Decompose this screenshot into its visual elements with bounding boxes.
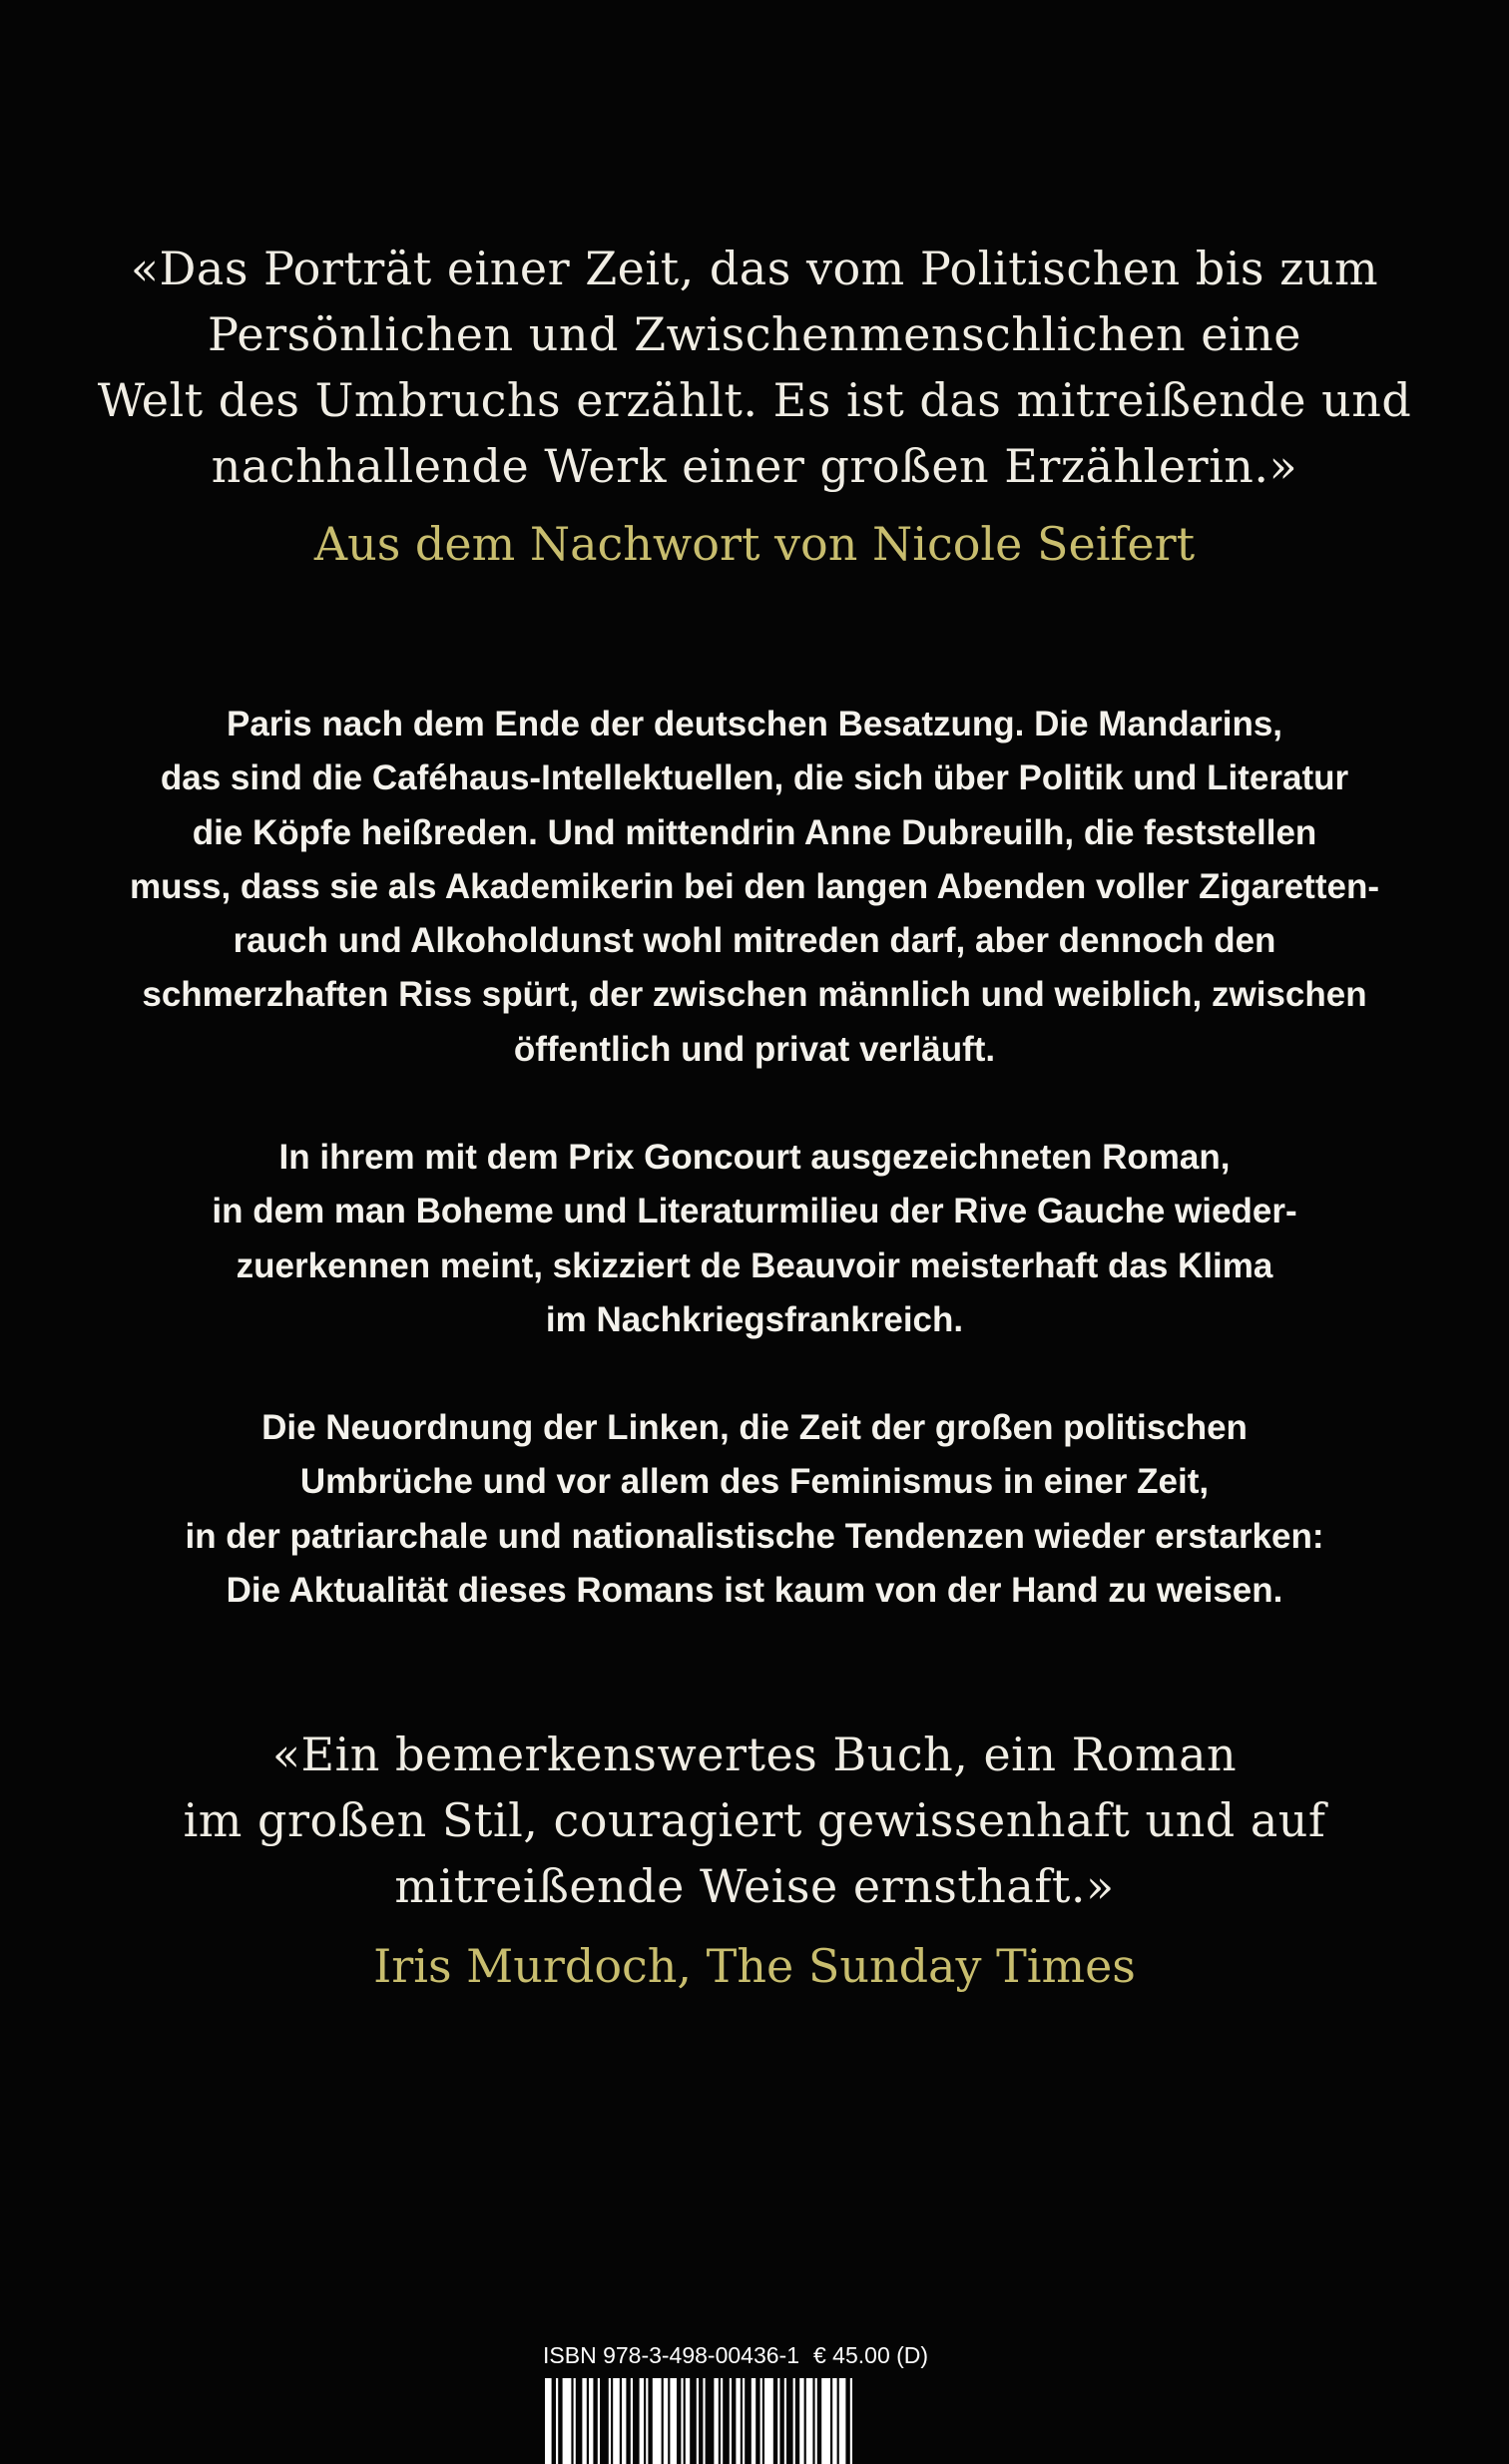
quote-top-attribution: Aus dem Nachwort von Nicole Seifert <box>313 517 1196 571</box>
barcode-bar <box>670 2378 677 2464</box>
barcode-bar <box>821 2378 830 2464</box>
quote-bottom-attribution: Iris Murdoch, The Sunday Times <box>373 1939 1136 1993</box>
blurb-line: rauch und Alkoholdunst wohl mitreden darf, aber dennoch den <box>233 921 1276 961</box>
blurb-line: schmerzhaften Riss spürt, der zwischen männlich und weiblich, zwischen <box>142 975 1367 1015</box>
barcode-bar <box>609 2378 611 2464</box>
blurb-line: das sind die Caféhaus-Intellektuellen, die sich über Politik und Literatur <box>160 758 1349 798</box>
barcode-bar <box>784 2378 786 2464</box>
barcode-bar <box>760 2378 762 2464</box>
quote-bottom-line: mitreißende Weise ernsthaft.» <box>394 1859 1115 1913</box>
quote-top-line: nachhallende Werk einer großen Erzählerin.» <box>211 439 1298 493</box>
barcode-bar <box>743 2378 745 2464</box>
barcode-bar <box>730 2378 732 2464</box>
barcode-bar <box>793 2378 795 2464</box>
barcode-bar <box>545 2378 552 2464</box>
blurb-line: zuerkennen meint, skizziert de Beauvoir meisterhaft das Klima <box>236 1245 1273 1285</box>
blurb-line: in der patriarchale und nationalistische Tendenzen wieder erstarken: <box>185 1516 1324 1556</box>
blurb-line: Paris nach dem Ende der deutschen Besatzung. Die Mandarins, <box>226 705 1283 743</box>
blurb-line: öffentlich und privat verläuft. <box>513 1029 996 1069</box>
isbn-block <box>543 2340 967 2464</box>
barcode-bar <box>563 2378 572 2464</box>
barcode-bar <box>736 2378 740 2464</box>
quote-top-line: Welt des Umbruchs erzählt. Es ist das mitreißende und <box>97 373 1412 427</box>
barcode-bar <box>839 2378 846 2464</box>
barcode-bar <box>613 2378 620 2464</box>
barcode-bar <box>631 2378 633 2464</box>
blurb-line: In ihrem mit dem Prix Goncourt ausgezeichneten Roman, <box>278 1138 1231 1177</box>
barcode-bar <box>686 2378 690 2464</box>
blurb-line: Die Aktualität dieses Romans ist kaum von der Hand zu weisen. <box>226 1570 1283 1610</box>
barcode-bar <box>640 2378 644 2464</box>
barcode-graphic <box>543 2378 967 2464</box>
blurb-line: Umbrüche und vor allem des Feminismus in einer Zeit, <box>299 1462 1210 1502</box>
blurb-line: Die Neuordnung der Linken, die Zeit der großen politischen <box>261 1408 1248 1447</box>
barcode-bar <box>646 2378 648 2464</box>
barcode-bar <box>703 2378 705 2464</box>
barcode-bar <box>622 2378 626 2464</box>
barcode-bar <box>589 2378 593 2464</box>
quote-bottom-line: «Ein bemerkenswertes Buch, ein Roman <box>271 1727 1238 1781</box>
barcode-bar <box>850 2378 852 2464</box>
quote-bottom <box>0 1722 1509 1999</box>
barcode-bar <box>777 2378 779 2464</box>
barcode-bar <box>714 2378 718 2464</box>
barcode-bar <box>832 2378 836 2464</box>
blurb-paragraph-1 <box>0 698 1509 1077</box>
quote-bottom-line: im großen Stil, couragiert gewissenhaft und auf <box>183 1793 1326 1847</box>
blurb-line: muss, dass sie als Akademikerin bei den langen Abenden voller Zigaretten- <box>130 866 1379 906</box>
barcode-bar <box>582 2378 586 2464</box>
quote-top-line: Persönlichen und Zwischenmenschlichen eine <box>207 307 1302 361</box>
barcode-bar <box>653 2378 662 2464</box>
quote-top-line: «Das Porträt einer Zeit, das vom Politischen bis zum <box>130 242 1379 295</box>
barcode-bar <box>721 2378 723 2464</box>
blurb-paragraph-3 <box>0 1401 1509 1618</box>
barcode-bar <box>815 2378 817 2464</box>
blurb-line: in dem man Boheme und Literaturmilieu der Rive Gauche wieder- <box>212 1192 1297 1232</box>
isbn-number: ISBN 978-3-498-00436-1 <box>543 2342 799 2368</box>
barcode-bar <box>574 2378 576 2464</box>
blurb-line: im Nachkriegsfrankreich. <box>545 1299 964 1339</box>
barcode <box>543 2378 967 2464</box>
barcode-bar <box>556 2378 558 2464</box>
isbn-price: € 45.00 (D) <box>813 2342 929 2368</box>
barcode-bar <box>697 2378 699 2464</box>
blurb-line: die Köpfe heißreden. Und mittendrin Anne Dubreuilh, die feststellen <box>192 812 1317 852</box>
barcode-bar <box>799 2378 803 2464</box>
blurb-paragraph-2 <box>0 1131 1509 1347</box>
barcode-bar <box>664 2378 668 2464</box>
barcode-bar <box>681 2378 683 2464</box>
barcode-bar <box>764 2378 773 2464</box>
barcode-bar <box>598 2378 600 2464</box>
barcode-bar <box>806 2378 813 2464</box>
barcode-bar <box>752 2378 755 2464</box>
isbn-label <box>543 2340 942 2370</box>
quote-top <box>0 236 1509 577</box>
